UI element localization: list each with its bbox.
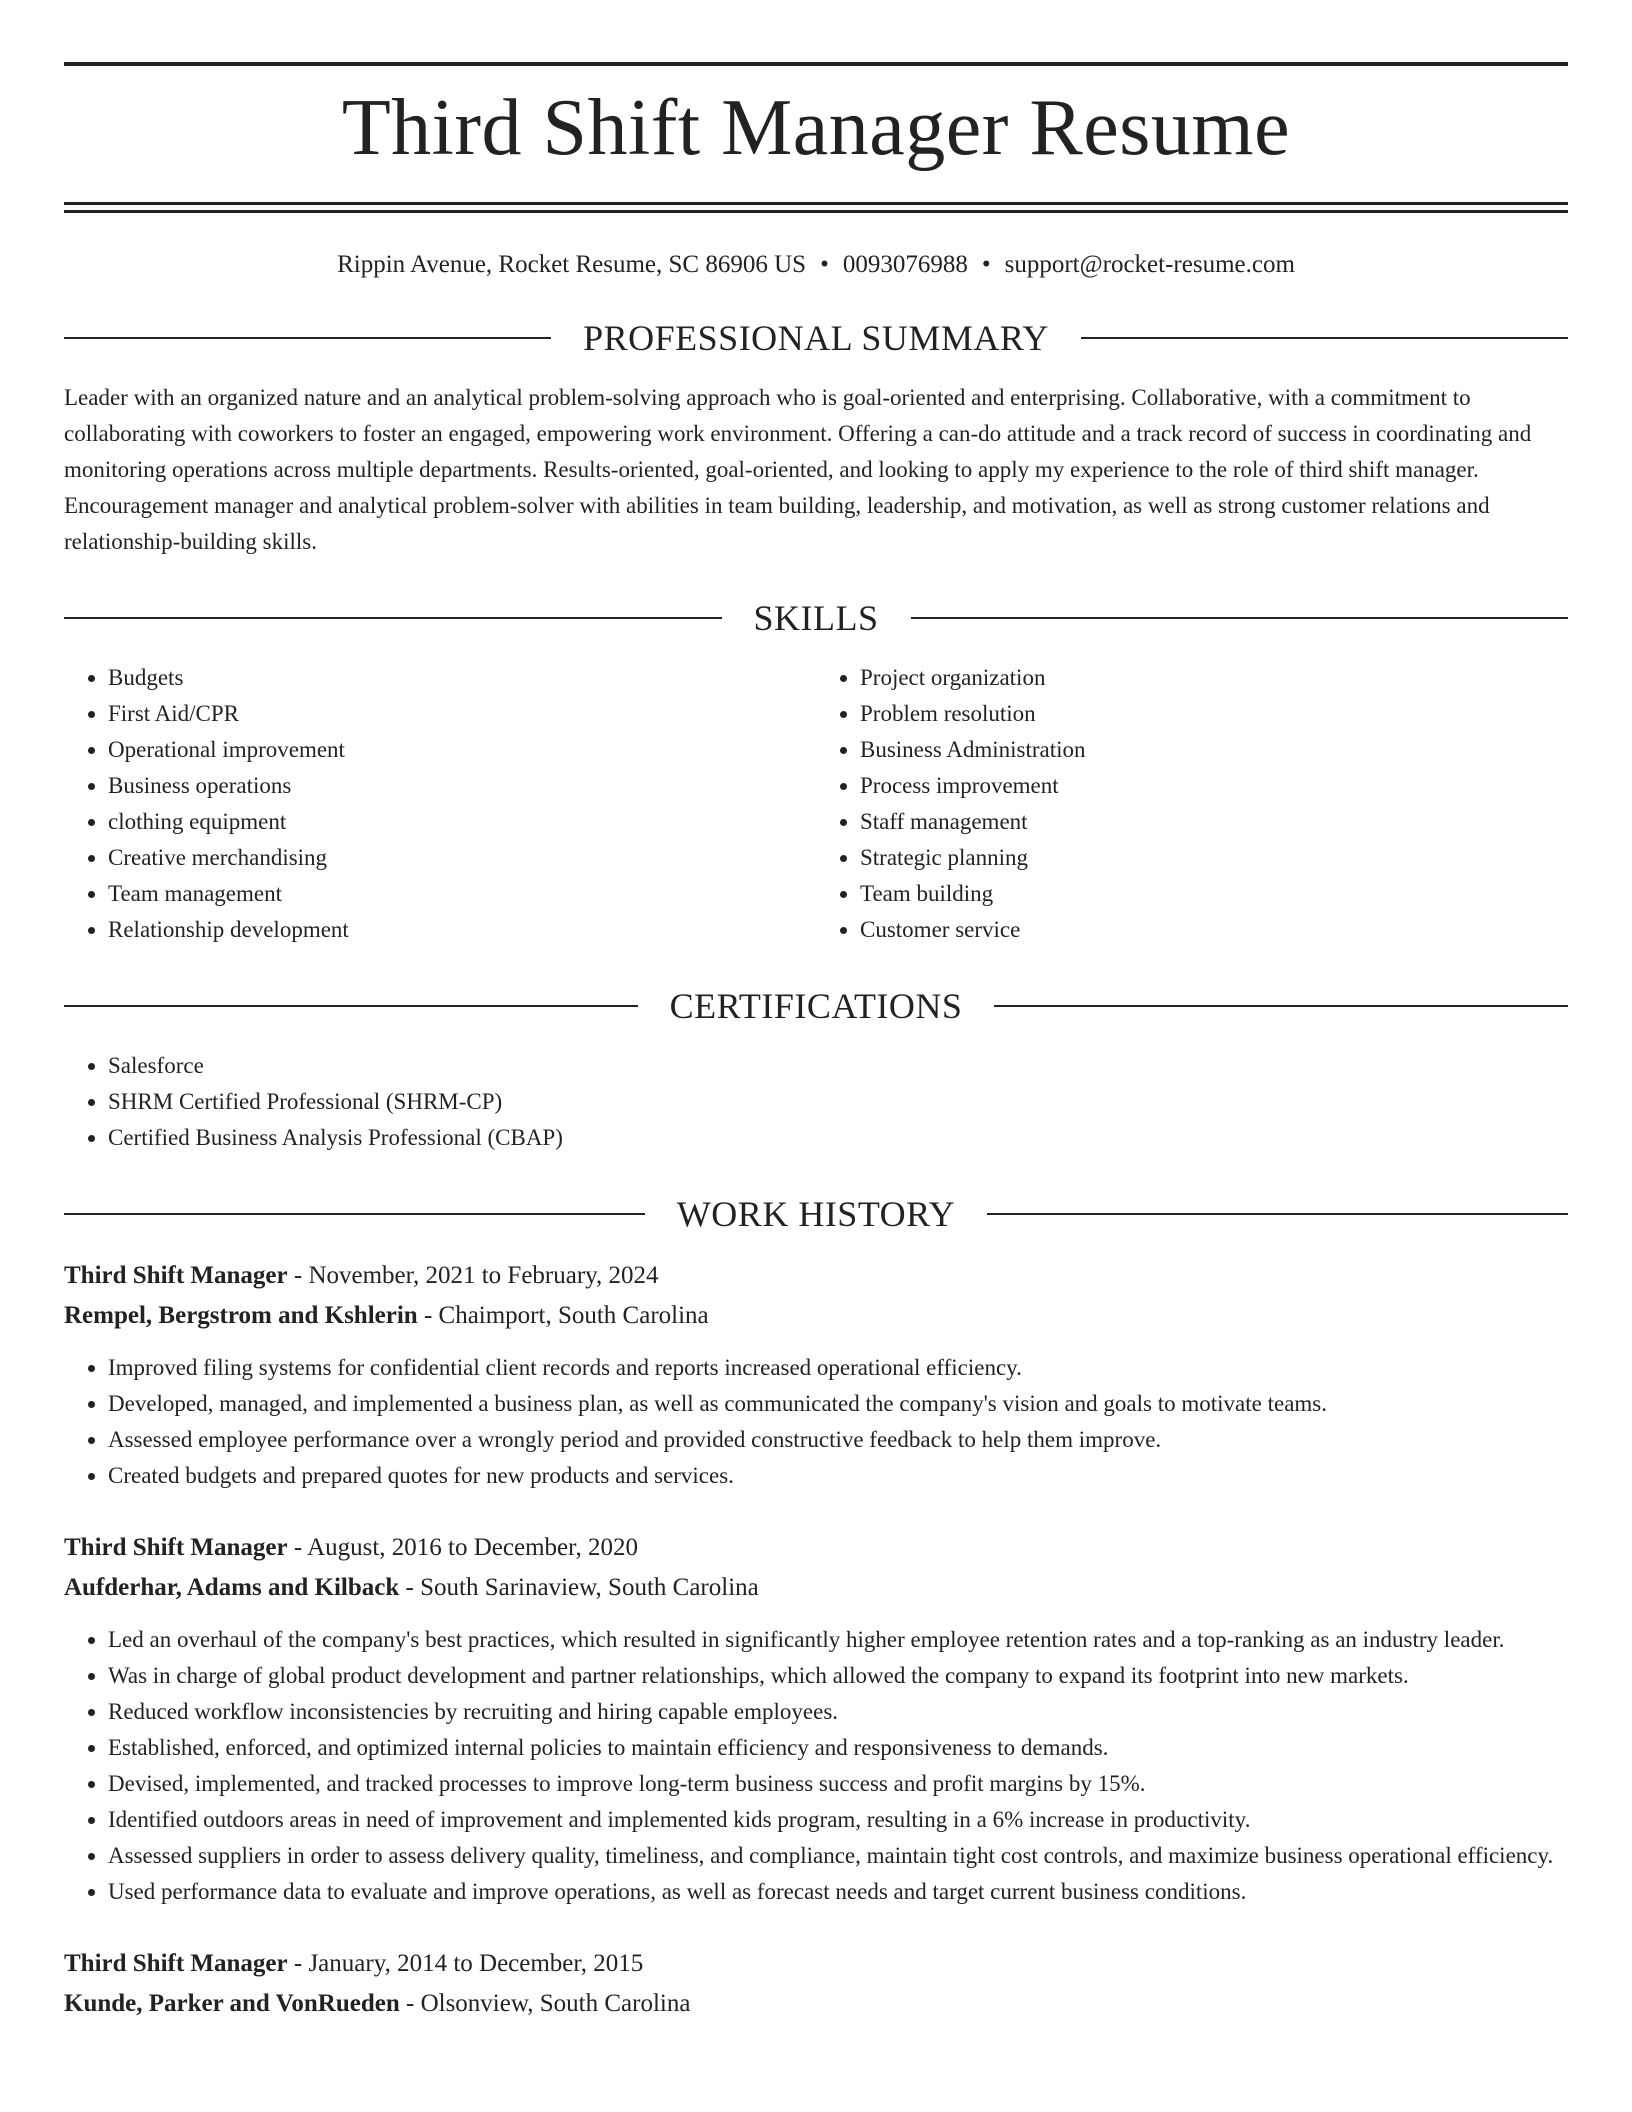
job-bullet: • Used performance data to evaluate and improve operations, as well as forecast needs and target current business conditions. [108, 1874, 1568, 1910]
job-location: - Chaimport, South Carolina [417, 1302, 709, 1329]
contact-separator: • [820, 251, 829, 278]
job-bullet: • Led an overhaul of the company's best practices, which resulted in significantly higher employee retention rates and a top-ranking as an industry leader. [108, 1622, 1568, 1658]
job-bullet: • Assessed suppliers in order to assess delivery quality, timeliness, and compliance, maintain tight cost controls, and maximize business operational efficiency. [108, 1838, 1568, 1874]
section-title: SKILLS [753, 598, 879, 638]
job-bullet: • Developed, managed, and implemented a business plan, as well as communicated the company's vision and goals to motivate teams. [108, 1386, 1568, 1422]
section-heading-certifications [64, 986, 1568, 1026]
certification-item: • Salesforce [108, 1048, 1568, 1084]
heading-rule [1081, 337, 1568, 339]
contact-address: Rippin Avenue, Rocket Resume, SC 86906 US [337, 251, 807, 278]
skill-item: • Business Administration [860, 732, 1568, 768]
skill-item: • Creative merchandising [108, 840, 816, 876]
heading-rule [64, 1005, 638, 1007]
skill-item: • Operational improvement [108, 732, 816, 768]
job-location: - South Sarinaview, South Carolina [399, 1574, 759, 1601]
job-title-line [64, 1944, 1568, 1984]
section-title: CERTIFICATIONS [669, 986, 963, 1026]
job-company-line [64, 1296, 1568, 1336]
job-bullet: • Identified outdoors areas in need of improvement and implemented kids program, resulting in a 6% increase in productivity. [108, 1802, 1568, 1838]
contact-email[interactable]: support@rocket-resume.com [1004, 251, 1295, 278]
section-title: WORK HISTORY [676, 1194, 956, 1234]
skills-grid [64, 660, 1568, 948]
job-title-line [64, 1528, 1568, 1568]
skill-item: • First Aid/CPR [108, 696, 816, 732]
job-bullet: • Devised, implemented, and tracked processes to improve long-term business success and profit margins by 15%. [108, 1766, 1568, 1802]
job-title-line [64, 1256, 1568, 1296]
skill-item: • Customer service [860, 912, 1568, 948]
job-title: Third Shift Manager [64, 1534, 288, 1561]
job-dates: - January, 2014 to December, 2015 [287, 1950, 644, 1977]
heading-rule [64, 617, 722, 619]
contact-phone: 0093076988 [842, 251, 968, 278]
job-location: - Olsonview, South Carolina [399, 1990, 691, 2017]
heading-rule [911, 617, 1569, 619]
skill-item: • Budgets [108, 660, 816, 696]
job-bullet: • Established, enforced, and optimized internal policies to maintain efficiency and responsiveness to demands. [108, 1730, 1568, 1766]
job-bullet: • Reduced workflow inconsistencies by recruiting and hiring capable employees. [108, 1694, 1568, 1730]
heading-rule [987, 1213, 1568, 1215]
job-dates: - August, 2016 to December, 2020 [287, 1534, 638, 1561]
job-company-line [64, 1568, 1568, 1608]
skill-item: • clothing equipment [108, 804, 816, 840]
job-bullets [64, 1350, 1568, 1494]
title-double-rule [64, 202, 1568, 213]
section-heading-skills [64, 598, 1568, 638]
resume-page [64, 0, 1568, 2024]
section-heading-summary [64, 318, 1568, 358]
skill-item: • Team management [108, 876, 816, 912]
summary-text: Leader with an organized nature and an analytical problem-solving approach who is goal-oriented and enterprising. Collaborative, with a commitment to collaborating with coworkers to foster an engaged, empowering work environment. Offering a can-do attitude and a track record of success in coordinating and monitoring operations across multiple departments. Results-oriented, goal-oriented, and looking to apply my experience to the role of third shift manager. Encouragement manager and analytical problem-solver with abilities in team building, leadership, and motivation, as well as strong customer relations and relationship-building skills. [64, 385, 1532, 554]
job-bullets [64, 1622, 1568, 1910]
job-entry [64, 1256, 1568, 1494]
job-title: Third Shift Manager [64, 1950, 288, 1977]
job-entry [64, 1944, 1568, 2024]
section-heading-work-history [64, 1194, 1568, 1234]
contact-line [64, 250, 1568, 280]
job-bullet: • Improved filing systems for confidential client records and reports increased operational efficiency. [108, 1350, 1568, 1386]
job-company: Kunde, Parker and VonRueden [64, 1990, 400, 2017]
skill-item: • Strategic planning [860, 840, 1568, 876]
job-title: Third Shift Manager [64, 1262, 288, 1289]
job-bullet: • Created budgets and prepared quotes for new products and services. [108, 1458, 1568, 1494]
skills-list-right [816, 660, 1568, 948]
heading-rule [64, 337, 551, 339]
certification-item: • Certified Business Analysis Professional (CBAP) [108, 1120, 1568, 1156]
skill-item: • Project organization [860, 660, 1568, 696]
skill-item: • Process improvement [860, 768, 1568, 804]
skill-item: • Relationship development [108, 912, 816, 948]
skills-list-left [64, 660, 816, 948]
skill-item: • Team building [860, 876, 1568, 912]
skill-item: • Business operations [108, 768, 816, 804]
heading-rule [994, 1005, 1568, 1007]
skill-item: • Staff management [860, 804, 1568, 840]
skill-item: • Problem resolution [860, 696, 1568, 732]
job-bullet: • Was in charge of global product development and partner relationships, which allowed the company to expand its footprint into new markets. [108, 1658, 1568, 1694]
certification-item: • SHRM Certified Professional (SHRM-CP) [108, 1084, 1568, 1120]
resume-title: Third Shift Manager Resume [341, 84, 1291, 172]
job-company: Rempel, Bergstrom and Kshlerin [64, 1302, 418, 1329]
job-bullet: • Assessed employee performance over a wrongly period and provided constructive feedback to help them improve. [108, 1422, 1568, 1458]
job-entry [64, 1528, 1568, 1910]
job-dates: - November, 2021 to February, 2024 [287, 1262, 659, 1289]
job-company: Aufderhar, Adams and Kilback [64, 1574, 400, 1601]
section-title: PROFESSIONAL SUMMARY [583, 318, 1049, 358]
contact-separator: • [981, 251, 991, 278]
certifications-list [64, 1048, 1568, 1156]
job-company-line [64, 1984, 1568, 2024]
heading-rule [64, 1213, 645, 1215]
